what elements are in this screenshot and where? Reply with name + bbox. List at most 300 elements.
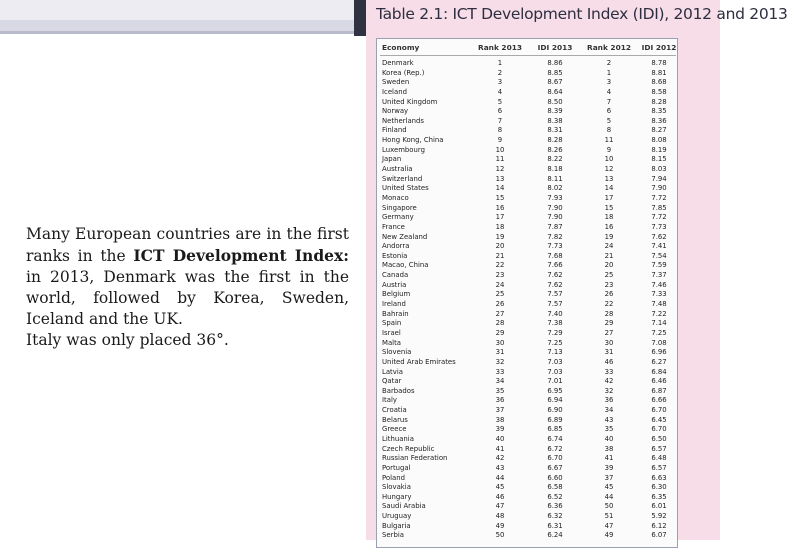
- cell-economy: New Zealand: [382, 232, 428, 241]
- header-band: [0, 0, 366, 20]
- table-row: [377, 483, 677, 493]
- cell-rank-2013: 29: [495, 328, 505, 337]
- cell-economy: Bahrain: [382, 309, 409, 318]
- cell-economy: Canada: [382, 271, 409, 280]
- cell-idi-2012: 8.15: [651, 155, 667, 164]
- cell-economy: Germany: [382, 213, 414, 222]
- cell-idi-2012: 6.07: [651, 531, 667, 540]
- cell-idi-2012: 8.68: [651, 78, 667, 87]
- cell-rank-2013: 48: [495, 512, 505, 521]
- cell-rank-2012: 18: [604, 213, 614, 222]
- table-row: [377, 223, 677, 233]
- cell-idi-2012: 6.46: [651, 377, 667, 386]
- cell-idi-2013: 6.60: [547, 473, 563, 482]
- header-divider: [354, 0, 366, 36]
- cell-rank-2013: 44: [495, 473, 505, 482]
- cell-economy: Australia: [382, 165, 413, 174]
- table-row: [377, 445, 677, 455]
- cell-economy: Hong Kong, China: [382, 136, 444, 145]
- cell-economy: Singapore: [382, 203, 417, 212]
- header-separator: [380, 55, 676, 56]
- cell-idi-2012: 6.84: [651, 367, 667, 376]
- cell-economy: Netherlands: [382, 116, 425, 125]
- cell-rank-2013: 33: [495, 367, 505, 376]
- cell-rank-2012: 42: [604, 377, 614, 386]
- cell-rank-2012: 13: [604, 174, 614, 183]
- cell-rank-2012: 6: [606, 107, 612, 116]
- cell-rank-2012: 47: [604, 521, 614, 530]
- cell-rank-2012: 11: [604, 136, 614, 145]
- table-row: [377, 493, 677, 503]
- cell-rank-2013: 20: [495, 242, 505, 251]
- header-rank-2013: Rank 2013: [478, 43, 522, 52]
- cell-rank-2013: 13: [495, 174, 505, 183]
- cell-idi-2012: 6.70: [651, 425, 667, 434]
- cell-idi-2012: 8.58: [651, 87, 667, 96]
- cell-rank-2013: 12: [495, 165, 505, 174]
- table-row: [377, 290, 677, 300]
- cell-idi-2012: 8.78: [651, 59, 667, 67]
- cell-economy: Slovakia: [382, 483, 411, 492]
- cell-idi-2013: 7.82: [547, 232, 563, 241]
- cell-rank-2012: 34: [604, 406, 614, 415]
- table-row: [377, 233, 677, 243]
- cell-rank-2012: 3: [606, 78, 612, 87]
- cell-economy: Slovenia: [382, 348, 412, 357]
- cell-idi-2012: 7.22: [651, 309, 667, 318]
- paragraph-text-start: Many European countries are in the first ranks in the: [26, 225, 349, 265]
- cell-idi-2012: 6.70: [651, 406, 667, 415]
- cell-idi-2013: 7.90: [547, 203, 563, 212]
- cell-economy: Greece: [382, 425, 407, 434]
- cell-economy: Qatar: [382, 377, 402, 386]
- header-economy: Economy: [382, 43, 420, 52]
- cell-rank-2012: 14: [604, 184, 614, 193]
- table-row: [377, 512, 677, 522]
- cell-economy: Uruguay: [382, 512, 412, 521]
- cell-economy: United States: [382, 184, 429, 193]
- cell-idi-2012: 8.28: [651, 97, 667, 106]
- cell-idi-2012: 7.08: [651, 338, 667, 347]
- cell-idi-2012: 8.81: [651, 68, 667, 77]
- cell-idi-2013: 6.74: [547, 434, 563, 443]
- cell-economy: Croatia: [382, 406, 407, 415]
- cell-idi-2013: 8.22: [547, 155, 563, 164]
- cell-idi-2013: 6.36: [547, 502, 563, 511]
- cell-rank-2012: 49: [604, 531, 614, 540]
- cell-idi-2013: 6.90: [547, 406, 563, 415]
- cell-economy: Luxembourg: [382, 145, 425, 154]
- cell-idi-2012: 6.48: [651, 454, 667, 463]
- cell-economy: Portugal: [382, 463, 411, 472]
- cell-idi-2012: 7.59: [651, 261, 667, 270]
- cell-idi-2013: 7.93: [547, 193, 563, 202]
- cell-idi-2012: 7.25: [651, 328, 667, 337]
- cell-idi-2013: 6.52: [547, 492, 563, 501]
- cell-idi-2012: 7.72: [651, 213, 667, 222]
- cell-economy: Saudi Arabia: [382, 502, 426, 511]
- cell-rank-2012: 22: [604, 300, 614, 309]
- cell-economy: Belgium: [382, 290, 411, 299]
- table-row: [377, 319, 677, 329]
- cell-rank-2013: 22: [495, 261, 505, 270]
- cell-idi-2012: 6.57: [651, 463, 667, 472]
- table-row: [377, 464, 677, 474]
- cell-idi-2012: 7.85: [651, 203, 667, 212]
- table-row: [377, 175, 677, 185]
- cell-rank-2013: 14: [495, 184, 505, 193]
- cell-rank-2012: 7: [606, 97, 612, 106]
- table-row: [377, 454, 677, 464]
- table-title: Table 2.1: ICT Development Index (IDI), 2012 and 2013: [376, 5, 788, 23]
- cell-idi-2012: 8.36: [651, 116, 667, 125]
- cell-rank-2013: 45: [495, 483, 505, 492]
- cell-idi-2013: 8.11: [547, 174, 563, 183]
- header-rank-2012: Rank 2012: [587, 43, 631, 52]
- table-row: [377, 194, 677, 204]
- header-idi-2012: IDI 2012: [641, 43, 677, 52]
- cell-rank-2012: 8: [606, 126, 612, 135]
- cell-idi-2013: 7.01: [547, 377, 563, 386]
- cell-rank-2013: 7: [497, 116, 503, 125]
- cell-idi-2013: 7.40: [547, 309, 563, 318]
- table-row: [377, 271, 677, 281]
- cell-idi-2012: 6.30: [651, 483, 667, 492]
- cell-rank-2013: 47: [495, 502, 505, 511]
- cell-idi-2013: 6.85: [547, 425, 563, 434]
- cell-rank-2012: 31: [604, 348, 614, 357]
- cell-rank-2012: 25: [604, 271, 614, 280]
- table-row: [377, 348, 677, 358]
- cell-idi-2012: 7.62: [651, 232, 667, 241]
- cell-idi-2013: 7.68: [547, 251, 563, 260]
- cell-idi-2012: 7.90: [651, 184, 667, 193]
- table-row: [377, 281, 677, 291]
- cell-idi-2012: 6.12: [651, 521, 667, 530]
- cell-economy: Belarus: [382, 415, 408, 424]
- table-row: [377, 531, 677, 541]
- cell-economy: Spain: [382, 319, 402, 328]
- cell-idi-2013: 6.31: [547, 521, 563, 530]
- cell-rank-2013: 38: [495, 415, 505, 424]
- cell-rank-2013: 24: [495, 280, 505, 289]
- table-row: [377, 146, 677, 156]
- cell-rank-2013: 2: [497, 68, 503, 77]
- cell-rank-2013: 18: [495, 222, 505, 231]
- cell-rank-2013: 28: [495, 319, 505, 328]
- cell-idi-2013: 7.25: [547, 338, 563, 347]
- cell-economy: Serbia: [382, 531, 404, 540]
- table-row: [377, 368, 677, 378]
- cell-idi-2012: 6.96: [651, 348, 667, 357]
- cell-idi-2012: 6.45: [651, 415, 667, 424]
- cell-rank-2012: 17: [604, 193, 614, 202]
- cell-rank-2012: 21: [604, 251, 614, 260]
- cell-rank-2013: 36: [495, 396, 505, 405]
- table-header-row: [377, 43, 677, 54]
- table-row: [377, 310, 677, 320]
- cell-idi-2013: 7.03: [547, 367, 563, 376]
- table-row: [377, 98, 677, 108]
- cell-rank-2012: 44: [604, 492, 614, 501]
- cell-idi-2013: 8.18: [547, 165, 563, 174]
- header-band-line: [0, 20, 366, 34]
- cell-rank-2013: 9: [497, 136, 503, 145]
- cell-idi-2013: 8.38: [547, 116, 563, 125]
- cell-economy: Macao, China: [382, 261, 429, 270]
- cell-idi-2012: 7.33: [651, 290, 667, 299]
- table-row: [377, 165, 677, 175]
- cell-idi-2013: 7.29: [547, 328, 563, 337]
- cell-rank-2012: 24: [604, 242, 614, 251]
- cell-rank-2012: 40: [604, 434, 614, 443]
- cell-idi-2013: 7.38: [547, 319, 563, 328]
- cell-rank-2012: 10: [604, 155, 614, 164]
- cell-idi-2012: 7.41: [651, 242, 667, 251]
- cell-idi-2013: 6.58: [547, 483, 563, 492]
- cell-economy: Italy: [382, 396, 397, 405]
- cell-idi-2013: 7.62: [547, 280, 563, 289]
- header-idi-2013: IDI 2013: [537, 43, 573, 52]
- table-row: [377, 261, 677, 271]
- cell-idi-2013: 8.26: [547, 145, 563, 154]
- slide-paragraph-1: [26, 224, 349, 330]
- cell-rank-2012: 39: [604, 463, 614, 472]
- cell-idi-2013: 7.13: [547, 348, 563, 357]
- cell-idi-2012: 5.92: [651, 512, 667, 521]
- cell-rank-2012: 37: [604, 473, 614, 482]
- cell-idi-2012: 7.73: [651, 222, 667, 231]
- table-body: [377, 59, 677, 541]
- table-row: [377, 69, 677, 79]
- cell-idi-2012: 6.57: [651, 444, 667, 453]
- cell-idi-2013: 7.57: [547, 290, 563, 299]
- cell-rank-2012: 26: [604, 290, 614, 299]
- cell-rank-2012: 4: [606, 87, 612, 96]
- cell-rank-2012: 12: [604, 165, 614, 174]
- cell-economy: Norway: [382, 107, 409, 116]
- cell-rank-2013: 16: [495, 203, 505, 212]
- cell-rank-2012: 32: [604, 386, 614, 395]
- cell-economy: Hungary: [382, 492, 412, 501]
- cell-idi-2013: 8.02: [547, 184, 563, 193]
- cell-rank-2012: 9: [606, 145, 612, 154]
- cell-idi-2012: 6.87: [651, 386, 667, 395]
- table-row: [377, 416, 677, 426]
- cell-idi-2013: 6.72: [547, 444, 563, 453]
- cell-idi-2012: 6.66: [651, 396, 667, 405]
- cell-idi-2013: 7.66: [547, 261, 563, 270]
- cell-rank-2013: 31: [495, 348, 505, 357]
- cell-rank-2013: 15: [495, 193, 505, 202]
- cell-idi-2012: 7.94: [651, 174, 667, 183]
- cell-economy: Austria: [382, 280, 407, 289]
- table-panel: [366, 0, 788, 540]
- cell-rank-2013: 30: [495, 338, 505, 347]
- table-row: [377, 126, 677, 136]
- cell-rank-2013: 21: [495, 251, 505, 260]
- cell-rank-2012: 28: [604, 309, 614, 318]
- cell-idi-2013: 6.89: [547, 415, 563, 424]
- cell-idi-2012: 8.08: [651, 136, 667, 145]
- cell-rank-2012: 29: [604, 319, 614, 328]
- cell-rank-2013: 32: [495, 357, 505, 366]
- cell-idi-2013: 8.39: [547, 107, 563, 116]
- cell-rank-2012: 36: [604, 396, 614, 405]
- table-row: [377, 242, 677, 252]
- cell-rank-2013: 5: [497, 97, 503, 106]
- cell-rank-2013: 34: [495, 377, 505, 386]
- cell-economy: Lithuania: [382, 434, 414, 443]
- cell-idi-2013: 6.95: [547, 386, 563, 395]
- table-row: [377, 107, 677, 117]
- cell-idi-2013: 8.31: [547, 126, 563, 135]
- cell-idi-2012: 8.35: [651, 107, 667, 116]
- slide-paragraph-2: Italy was only placed 36°.: [26, 331, 229, 349]
- table-row: [377, 204, 677, 214]
- cell-idi-2012: 6.50: [651, 434, 667, 443]
- cell-rank-2012: 41: [604, 454, 614, 463]
- cell-rank-2013: 26: [495, 300, 505, 309]
- cell-idi-2012: 7.14: [651, 319, 667, 328]
- table-row: [377, 252, 677, 262]
- cell-rank-2012: 35: [604, 425, 614, 434]
- cell-rank-2012: 20: [604, 261, 614, 270]
- table-row: [377, 78, 677, 88]
- table-row: [377, 88, 677, 98]
- cell-rank-2012: 45: [604, 483, 614, 492]
- cell-idi-2013: 7.03: [547, 357, 563, 366]
- cell-economy: France: [382, 222, 405, 231]
- cell-rank-2012: 50: [604, 502, 614, 511]
- cell-idi-2013: 7.87: [547, 222, 563, 231]
- cell-rank-2013: 6: [497, 107, 503, 116]
- cell-rank-2013: 3: [497, 78, 503, 87]
- cell-rank-2012: 16: [604, 222, 614, 231]
- cell-economy: Czech Republic: [382, 444, 435, 453]
- cell-rank-2013: 43: [495, 463, 505, 472]
- cell-idi-2013: 6.70: [547, 454, 563, 463]
- cell-economy: United Arab Emirates: [382, 357, 456, 366]
- cell-economy: Japan: [382, 155, 402, 164]
- cell-rank-2013: 39: [495, 425, 505, 434]
- cell-economy: Monaco: [382, 193, 409, 202]
- cell-economy: Malta: [382, 338, 402, 347]
- table-row: [377, 329, 677, 339]
- cell-economy: Bulgaria: [382, 521, 411, 530]
- cell-idi-2013: 6.67: [547, 463, 563, 472]
- cell-rank-2013: 50: [495, 531, 505, 540]
- cell-idi-2012: 6.27: [651, 357, 667, 366]
- table-row: [377, 339, 677, 349]
- cell-economy: United Kingdom: [382, 97, 438, 106]
- table-row: [377, 59, 677, 69]
- cell-idi-2013: 8.28: [547, 136, 563, 145]
- cell-idi-2012: 7.37: [651, 271, 667, 280]
- table-row: [377, 435, 677, 445]
- cell-economy: Korea (Rep.): [382, 68, 425, 77]
- cell-rank-2012: 46: [604, 357, 614, 366]
- cell-rank-2013: 49: [495, 521, 505, 530]
- cell-rank-2013: 23: [495, 271, 505, 280]
- cell-rank-2013: 25: [495, 290, 505, 299]
- cell-rank-2012: 33: [604, 367, 614, 376]
- cell-rank-2012: 19: [604, 232, 614, 241]
- cell-idi-2012: 8.03: [651, 165, 667, 174]
- cell-rank-2013: 19: [495, 232, 505, 241]
- cell-economy: Estonia: [382, 251, 408, 260]
- cell-rank-2013: 17: [495, 213, 505, 222]
- cell-economy: Andorra: [382, 242, 410, 251]
- cell-economy: Israel: [382, 328, 401, 337]
- cell-rank-2012: 51: [604, 512, 614, 521]
- table-row: [377, 213, 677, 223]
- cell-economy: Latvia: [382, 367, 403, 376]
- cell-rank-2012: 43: [604, 415, 614, 424]
- table-row: [377, 474, 677, 484]
- table-row: [377, 396, 677, 406]
- cell-economy: Iceland: [382, 87, 407, 96]
- cell-economy: Sweden: [382, 78, 410, 87]
- cell-idi-2012: 6.35: [651, 492, 667, 501]
- cell-rank-2013: 8: [497, 126, 503, 135]
- cell-idi-2013: 8.67: [547, 78, 563, 87]
- cell-rank-2012: 30: [604, 338, 614, 347]
- cell-economy: Denmark: [382, 59, 414, 67]
- table-row: [377, 184, 677, 194]
- paragraph-text-end: in 2013, Denmark was the first in the world, followed by Korea, Sweden, Iceland and the UK.: [26, 268, 349, 328]
- cell-economy: Poland: [382, 473, 406, 482]
- cell-rank-2013: 41: [495, 444, 505, 453]
- cell-idi-2013: 7.62: [547, 271, 563, 280]
- table-row: [377, 502, 677, 512]
- table-row: [377, 387, 677, 397]
- cell-idi-2013: 7.90: [547, 213, 563, 222]
- cell-idi-2012: 8.19: [651, 145, 667, 154]
- cell-economy: Switzerland: [382, 174, 423, 183]
- cell-economy: Finland: [382, 126, 407, 135]
- cell-rank-2013: 11: [495, 155, 505, 164]
- cell-rank-2012: 1: [606, 68, 612, 77]
- table-row: [377, 155, 677, 165]
- cell-rank-2013: 40: [495, 434, 505, 443]
- idi-table: [376, 38, 678, 548]
- cell-rank-2013: 1: [497, 59, 503, 67]
- cell-economy: Barbados: [382, 386, 415, 395]
- table-row: [377, 377, 677, 387]
- table-row: [377, 136, 677, 146]
- cell-idi-2012: 8.27: [651, 126, 667, 135]
- table-row: [377, 425, 677, 435]
- cell-idi-2013: 8.64: [547, 87, 563, 96]
- cell-rank-2012: 5: [606, 116, 612, 125]
- cell-rank-2013: 46: [495, 492, 505, 501]
- slide-body-text: [26, 224, 349, 351]
- cell-rank-2012: 2: [606, 59, 612, 67]
- cell-rank-2013: 10: [495, 145, 505, 154]
- paragraph-emphasis: ICT Development Index:: [133, 246, 349, 265]
- cell-rank-2012: 23: [604, 280, 614, 289]
- cell-rank-2012: 38: [604, 444, 614, 453]
- cell-idi-2013: 8.85: [547, 68, 563, 77]
- table-row: [377, 358, 677, 368]
- cell-idi-2012: 7.54: [651, 251, 667, 260]
- cell-rank-2012: 27: [604, 328, 614, 337]
- cell-rank-2013: 35: [495, 386, 505, 395]
- cell-idi-2012: 7.46: [651, 280, 667, 289]
- table-row: [377, 117, 677, 127]
- cell-idi-2013: 6.32: [547, 512, 563, 521]
